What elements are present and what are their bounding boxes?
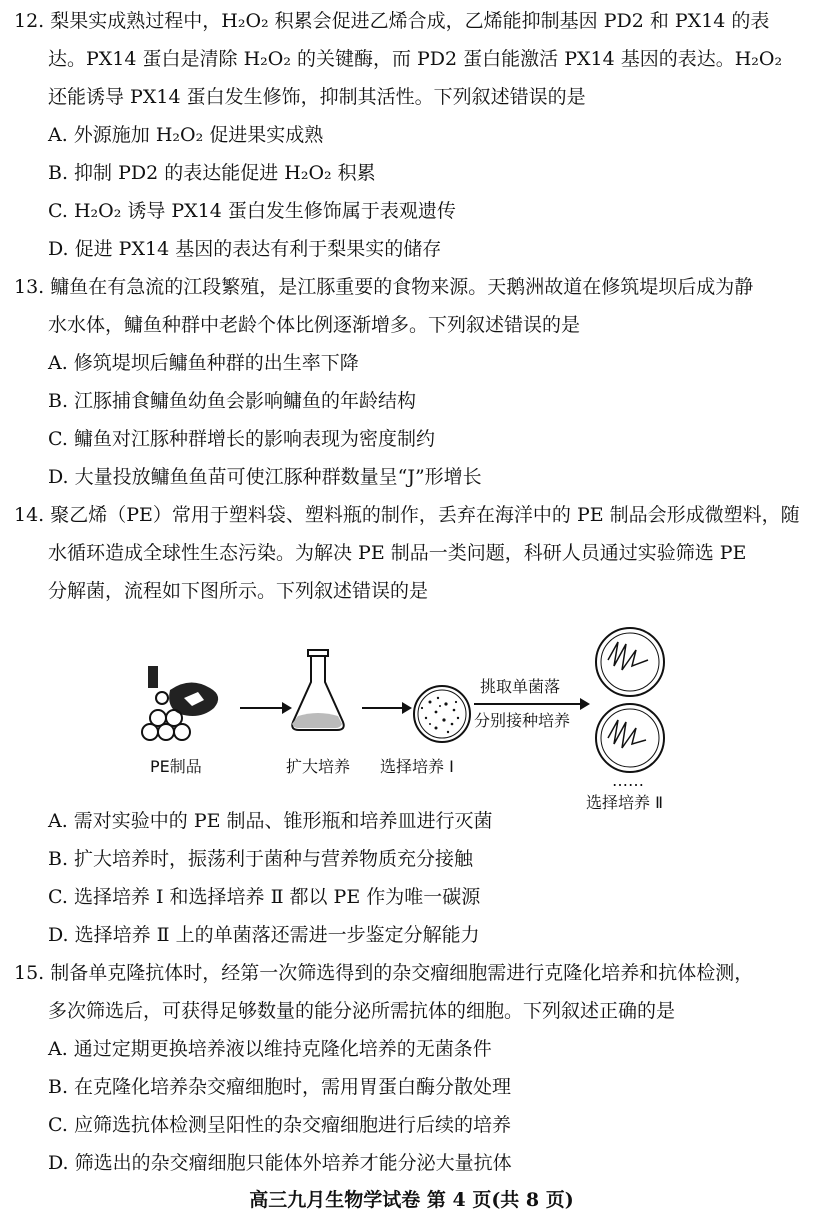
question-12-option-c: C. H₂O₂ 诱导 PX14 蛋白发生修饰属于表观遗传 — [48, 200, 456, 222]
question-12-stem-line: 达。PX14 蛋白是清除 H₂O₂ 的关键酶，而 PD2 蛋白能激活 PX14 基因的表达。H₂O₂ — [48, 48, 783, 70]
arrow-icon — [240, 702, 292, 714]
label-expand-culture: 扩大培养 — [286, 757, 351, 776]
question-12-option-b: B. 抑制 PD2 的表达能促进 H₂O₂ 积累 — [48, 162, 376, 184]
label-ellipsis: …… — [612, 771, 644, 790]
question-15-stem-line: 多次筛选后，可获得足够数量的能分泌所需抗体的细胞。下列叙述正确的是 — [48, 1000, 676, 1022]
petri-dish-streak-icon — [596, 628, 664, 696]
label-selection-culture-1: 选择培养 Ⅰ — [380, 757, 454, 776]
pe-screening-flow-diagram — [140, 620, 700, 810]
question-14-option-a: A. 需对实验中的 PE 制品、锥形瓶和培养皿进行灭菌 — [48, 810, 493, 832]
label-inoculate-separately: 分别接种培养 — [474, 711, 571, 730]
arrow-icon — [474, 698, 590, 710]
pe-products-icon — [142, 666, 218, 740]
question-14-stem-line: 分解菌，流程如下图所示。下列叙述错误的是 — [48, 580, 429, 602]
arrow-icon — [362, 702, 412, 714]
question-13-option-c: C. 鳙鱼对江豚种群增长的影响表现为密度制约 — [48, 428, 435, 450]
question-15-stem-line: 15. 制备单克隆抗体时，经第一次筛选得到的杂交瘤细胞需进行克隆化培养和抗体检测， — [14, 962, 754, 984]
question-12-stem-line: 还能诱导 PX14 蛋白发生修饰，抑制其活性。下列叙述错误的是 — [48, 86, 586, 108]
conical-flask-icon — [292, 650, 344, 730]
question-15-option-c: C. 应筛选抗体检测呈阳性的杂交瘤细胞进行后续的培养 — [48, 1114, 511, 1136]
petri-dish-streak-icon — [596, 704, 664, 772]
label-selection-culture-2: 选择培养 Ⅱ — [586, 793, 663, 810]
question-15-option-d: D. 筛选出的杂交瘤细胞只能体外培养才能分泌大量抗体 — [48, 1152, 512, 1174]
petri-dish-dotted-icon — [414, 686, 470, 742]
question-14-option-c: C. 选择培养 Ⅰ 和选择培养 Ⅱ 都以 PE 作为唯一碳源 — [48, 886, 481, 908]
flow-diagram-svg — [140, 620, 700, 810]
question-14-stem-line: 14. 聚乙烯（PE）常用于塑料袋、塑料瓶的制作，丢弃在海洋中的 PE 制品会形成微塑料，随 — [14, 504, 800, 526]
question-13-option-b: B. 江豚捕食鳙鱼幼鱼会影响鳙鱼的年龄结构 — [48, 390, 417, 412]
question-12-option-d: D. 促进 PX14 基因的表达有利于梨果实的储存 — [48, 238, 442, 260]
question-14 — [14, 496, 814, 610]
question-13-stem-line: 水水体，鳙鱼种群中老龄个体比例逐渐增多。下列叙述错误的是 — [48, 314, 581, 336]
label-pe-products: PE制品 — [150, 757, 202, 776]
question-15-option-a: A. 通过定期更换培养液以维持克隆化培养的无菌条件 — [48, 1038, 492, 1060]
question-14-stem-line: 水循环造成全球性生态污染。为解决 PE 制品一类问题，科研人员通过实验筛选 PE — [48, 542, 747, 564]
page-footer: 高三九月生物学试卷 第 4 页(共 8 页) — [249, 1189, 574, 1211]
question-14-option-d: D. 选择培养 Ⅱ 上的单菌落还需进一步鉴定分解能力 — [48, 924, 480, 946]
question-15-option-b: B. 在克隆化培养杂交瘤细胞时，需用胃蛋白酶分散处理 — [48, 1076, 512, 1098]
question-12 — [14, 2, 814, 268]
question-14-options — [14, 802, 814, 954]
question-12-option-a: A. 外源施加 H₂O₂ 促进果实成熟 — [48, 124, 324, 146]
question-13-option-d: D. 大量投放鳙鱼鱼苗可使江豚种群数量呈“J”形增长 — [48, 466, 482, 488]
question-13 — [14, 268, 814, 496]
question-14-option-b: B. 扩大培养时，振荡利于菌种与营养物质充分接触 — [48, 848, 474, 870]
question-13-stem-line: 13. 鳙鱼在有急流的江段繁殖，是江豚重要的食物来源。天鹅洲故道在修筑堤坝后成为静 — [14, 276, 754, 298]
question-15 — [14, 954, 814, 1182]
label-pick-colony: 挑取单菌落 — [480, 677, 561, 696]
question-12-stem-line: 12. 梨果实成熟过程中，H₂O₂ 积累会促进乙烯合成，乙烯能抑制基因 PD2 和 PX14 的表 — [14, 10, 770, 32]
question-13-option-a: A. 修筑堤坝后鳙鱼种群的出生率下降 — [48, 352, 359, 374]
